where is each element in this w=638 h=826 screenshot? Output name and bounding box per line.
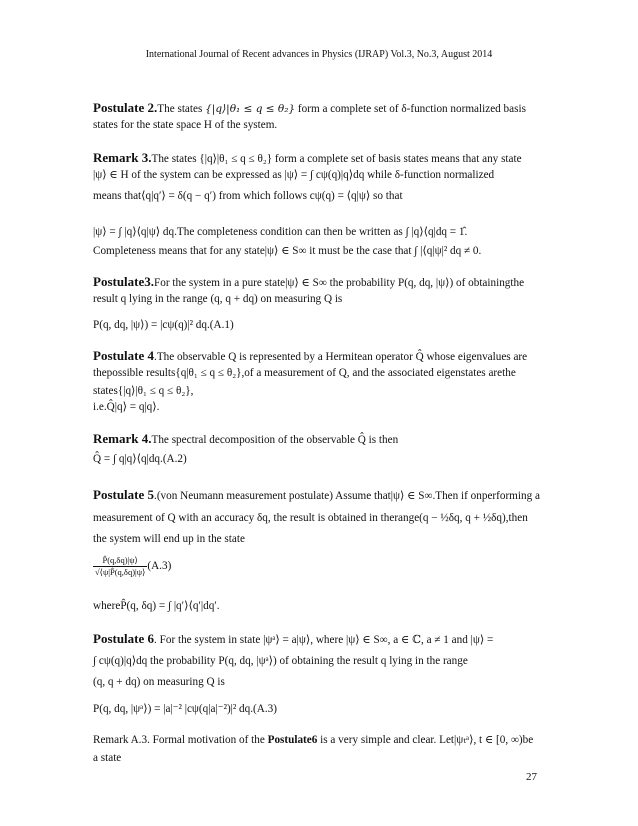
postulate-6-line-2: ∫ cψ(q)|q⟩dq the probability P(q, dq, |ψᵃ⟩) of obtaining the result q lying in the range xyxy=(93,655,468,667)
equation-a2: Q̂ = ∫ q|q⟩⟨q|dq.(A.2) xyxy=(93,453,187,465)
remark-3-line-4: |ψ⟩ = ∫ |q⟩⟨q|ψ⟩ dq.The completeness condition can then be written as ∫ |q⟩⟨q|dq = 1̂. xyxy=(93,226,468,238)
postulate-4-title: Postulate 4 xyxy=(93,348,155,363)
postulate-2-math: {|q⟩|θ₁ ≤ q ≤ θ₂} xyxy=(205,103,296,115)
postulate-5-line-3: the system will end up in the state xyxy=(93,533,245,545)
postulate-2-text-a: The states xyxy=(157,103,206,115)
remark-3-line-1 xyxy=(93,150,543,167)
postulate-4-line-3: states{|q⟩|θ₁ ≤ q ≤ θ₂}, xyxy=(93,385,194,397)
remark-3-line-5: Completeness means that for any state|ψ⟩ ∈ S∞ it must be the case that ∫ |⟨q|ψ|² dq ≠ 0. xyxy=(93,245,482,257)
running-header: International Journal of Recent advances in Physics (IJRAP) Vol.3, No.3, August 2014 xyxy=(145,49,493,60)
projector-definition: whereP̂(q, δq) = ∫ |q′⟩⟨q′|dq′. xyxy=(93,600,220,612)
fraction xyxy=(93,555,147,578)
postulate-4-text-1: .The observable Q is represented by a Hermitean operator Q̂ whose eigenvalues are xyxy=(154,351,528,363)
remark-3-line-3: means that⟨q|q′⟩ = δ(q − q′) from which follows cψ(q) = ⟨q|ψ⟩ so that xyxy=(93,190,403,202)
equation-a1: P(q, dq, |ψ⟩) = |cψ(q)|² dq.(A.1) xyxy=(93,319,234,331)
postulate-4-line-1 xyxy=(93,348,543,365)
postulate-3-line-2: result q lying in the range (q, q + dq) on measuring Q is xyxy=(93,293,343,305)
fraction-denominator: √⟨ψ|P̂(q,δq)|ψ⟩ xyxy=(95,567,146,577)
remark-a3-line-1 xyxy=(93,733,543,748)
postulate-2-line-1 xyxy=(93,100,543,117)
postulate-5-text-1: .(von Neumann measurement postulate) Assume that|ψ⟩ ∈ S∞.Then if onperforming a xyxy=(154,490,540,502)
postulate-3-title: Postulate3. xyxy=(93,274,155,289)
remark-3-text-1: The states {|q⟩|θ₁ ≤ q ≤ θ₂} form a complete set of basis states means that any state xyxy=(151,153,522,165)
postulate-6-text-1: . For the system in state |ψᵃ⟩ = a|ψ⟩, where |ψ⟩ ∈ S∞, a ∈ ℂ, a ≠ 1 and |ψ⟩ = xyxy=(154,634,494,646)
postulate-5-line-1 xyxy=(93,487,543,504)
equation-a3-second: P(q, dq, |ψᵃ⟩) = |a|⁻² |cψ(q|a|⁻²)|² dq.(A.3) xyxy=(93,703,277,715)
remark-4-text-1: The spectral decomposition of the observable Q̂ is then xyxy=(151,434,399,446)
remark-a3-text-a: Remark A.3. Formal motivation of the xyxy=(93,734,268,746)
postulate-6-title: Postulate 6 xyxy=(93,631,155,646)
postulate-2-line-2: states for the state space H of the system. xyxy=(93,119,278,131)
fraction-numerator: P̂(q,δq)|ψ⟩ xyxy=(93,555,147,567)
remark-4-line-1 xyxy=(93,431,543,448)
postulate-4-line-4: i.e.Q̂|q⟩ = q|q⟩. xyxy=(93,401,160,413)
postulate-2-title: Postulate 2. xyxy=(93,100,158,115)
remark-a3-text-c: is a very simple and clear. Let|ψₜᵃ⟩, t ∈ [0, ∞)be xyxy=(317,734,534,746)
equation-a3-fraction xyxy=(93,555,543,578)
postulate-2-text-b: form a complete set of δ-function normalized basis xyxy=(295,103,526,115)
remark-a3-line-2: a state xyxy=(93,752,122,764)
postulate-3-text-1: For the system in a pure state|ψ⟩ ∈ S∞ the probability P(q, dq, |ψ⟩) of obtainingthe xyxy=(154,277,525,289)
postulate-5-title: Postulate 5 xyxy=(93,487,155,502)
postulate-5-line-2: measurement of Q with an accuracy δq, the result is obtained in therange(q − ½δq, q + ½δq),then xyxy=(93,512,528,524)
page-number: 27 xyxy=(526,771,537,783)
remark-a3-postulate-ref: Postulate6 xyxy=(267,734,318,746)
postulate-3-line-1 xyxy=(93,274,543,291)
postulate-6-line-1 xyxy=(93,631,543,648)
remark-4-title: Remark 4. xyxy=(93,431,152,446)
postulate-6-line-3: (q, q + dq) on measuring Q is xyxy=(93,676,225,688)
equation-a3-label: (A.3) xyxy=(147,560,172,572)
remark-3-title: Remark 3. xyxy=(93,150,152,165)
postulate-4-line-2: thepossible results{q|θ₁ ≤ q ≤ θ₂},of a measurement of Q, and the associated eigenstates arethe xyxy=(93,367,516,379)
remark-3-line-2: |ψ⟩ ∈ H of the system can be expressed as |ψ⟩ = ∫ cψ(q)|q⟩dq while δ-function normalized xyxy=(93,169,495,181)
